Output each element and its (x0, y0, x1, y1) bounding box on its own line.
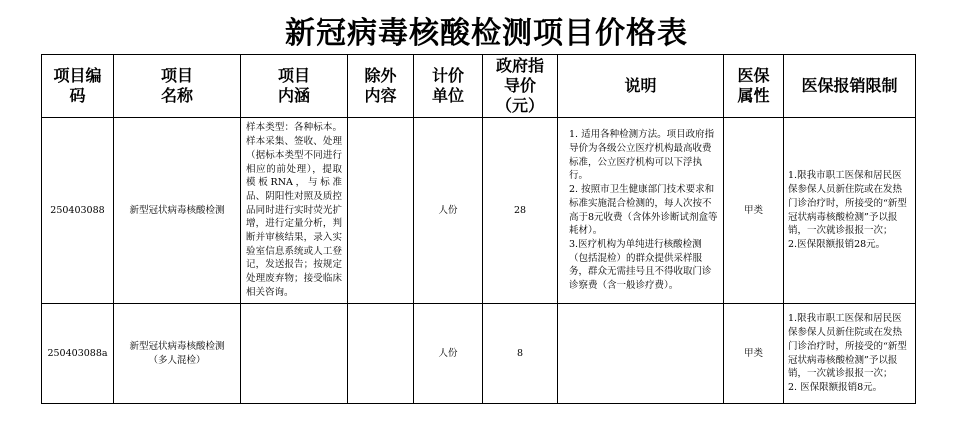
page-title: 新冠病毒核酸检测项目价格表 (285, 16, 688, 51)
item-insurance: 甲类 (724, 118, 784, 304)
header-insurance: 医保 属性 (724, 55, 784, 118)
table-row (42, 118, 916, 304)
item-scope: 样本类型：各种标本。样本采集、签收、处理（据标本类型不同进行相应的前处理），提取模板RNA，与标准品、阴阳性对照及质控品同时进行实时荧光扩增，进行定量分析，判断并审核结果，录入实验室信息系统或人工登记，发送报告；按规定处理废弃物；接受临床相关咨询。 (241, 118, 348, 304)
item-unit: 人份 (414, 304, 483, 404)
limit-line: 1.限我市职工医保和居民医保参保人员新住院或在发热门诊治疗时，所接受的“新型冠状病毒核酸检测”予以报销，一次就诊报报一次； (788, 313, 907, 380)
table-row (42, 304, 916, 404)
item-scope (241, 304, 348, 404)
item-code: 250403088 (42, 118, 114, 304)
header-exclusion: 除外 内容 (348, 55, 414, 118)
item-notes (558, 304, 724, 404)
header-name: 项目 名称 (114, 55, 241, 118)
item-limits (784, 304, 916, 404)
item-name: 新型冠状病毒核酸检测 （多人混检） (114, 304, 241, 404)
item-unit: 人份 (414, 118, 483, 304)
header-notes: 说明 (558, 55, 724, 118)
limit-line: 2.医保限额报销28元。 (788, 238, 886, 250)
note-line: 2. 按照市卫生健康部门技术要求和标准实施混合检测的，每人次按不高于8元收费（含体外诊断试剂盒等耗材）。 (569, 184, 718, 237)
limit-line: 1.限我市职工医保和居民医保参保人员新住院或在发热门诊治疗时，所接受的“新型冠状病毒核酸检测”予以报销，一次就诊报报一次； (788, 170, 907, 237)
item-insurance: 甲类 (724, 304, 784, 404)
price-table (41, 54, 916, 404)
item-code: 250403088a (42, 304, 114, 404)
item-exclusion (348, 118, 414, 304)
item-price: 8 (483, 304, 558, 404)
header-code: 项目编 码 (42, 55, 114, 118)
item-name: 新型冠状病毒核酸检测 (114, 118, 241, 304)
item-price: 28 (483, 118, 558, 304)
header-row (42, 55, 916, 118)
note-line: 1. 适用各种检测方法。项目政府指导价为各级公立医疗机构最高收费标准，公立医疗机构可以下浮执行。 (569, 129, 715, 182)
header-limits: 医保报销限制 (784, 55, 916, 118)
item-notes (558, 118, 724, 304)
header-unit: 计价 单位 (414, 55, 483, 118)
header-scope: 项目 内涵 (241, 55, 348, 118)
note-line: 3.医疗机构为单纯进行核酸检测（包括混检）的群众提供采样服务，群众无需挂号且不得收取门诊诊察费（含一般诊疗费）。 (569, 238, 712, 292)
header-price: 政府指 导价 （元） (483, 55, 558, 118)
item-limits (784, 118, 916, 304)
limit-line: 2. 医保限额报销8元。 (788, 381, 883, 393)
item-exclusion (348, 304, 414, 404)
